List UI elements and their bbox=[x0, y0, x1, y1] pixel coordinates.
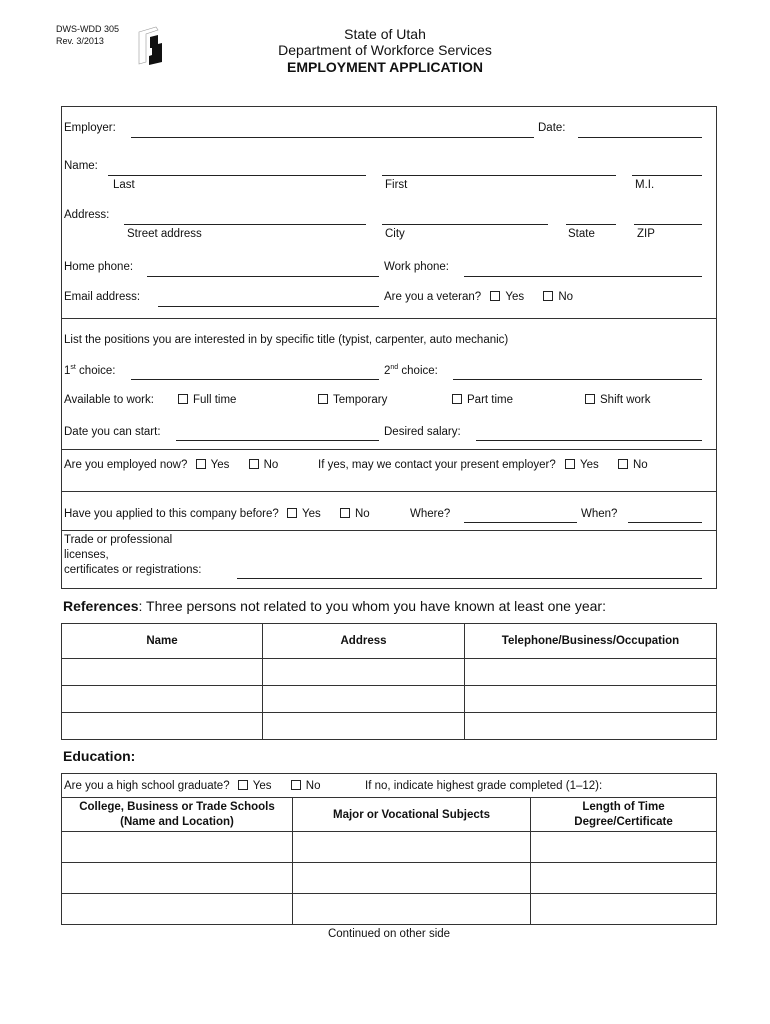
temporary-option bbox=[318, 394, 387, 406]
hs-yes-checkbox[interactable] bbox=[238, 780, 248, 790]
first-caption: First bbox=[385, 179, 408, 191]
salary-label: Desired salary: bbox=[384, 426, 461, 438]
start-date-field[interactable] bbox=[176, 440, 379, 441]
education-col-major: Major or Vocational Subjects bbox=[293, 798, 531, 832]
revision-date: Rev. 3/2013 bbox=[56, 36, 104, 46]
choice1-field[interactable] bbox=[131, 379, 379, 380]
email-field[interactable] bbox=[158, 306, 379, 307]
education-col-length bbox=[531, 798, 717, 832]
table-cell[interactable] bbox=[263, 686, 465, 713]
email-label: Email address: bbox=[64, 291, 141, 303]
education-col-school bbox=[62, 798, 293, 832]
employed-yes-label: Yes bbox=[210, 459, 230, 471]
choice2-sup: nd bbox=[390, 364, 399, 371]
veteran-question bbox=[384, 291, 573, 303]
shift-work-option bbox=[585, 394, 651, 406]
temporary-checkbox[interactable] bbox=[318, 394, 328, 404]
applied-before-row bbox=[64, 508, 370, 520]
header-department: Department of Workforce Services bbox=[278, 42, 492, 58]
full-time-label: Full time bbox=[193, 394, 237, 406]
zip-field[interactable] bbox=[634, 224, 702, 225]
employed-now-row bbox=[64, 459, 278, 471]
part-time-label: Part time bbox=[467, 394, 514, 406]
references-title: References bbox=[63, 598, 139, 614]
last-name-field[interactable] bbox=[108, 175, 366, 176]
table-cell[interactable] bbox=[465, 713, 717, 740]
table-row bbox=[62, 659, 717, 686]
table-cell[interactable] bbox=[293, 863, 531, 894]
employed-no-checkbox[interactable] bbox=[249, 459, 259, 469]
trade-label-3: certificates or registrations: bbox=[64, 564, 202, 576]
divider bbox=[61, 449, 717, 450]
choice1-label bbox=[64, 364, 116, 377]
table-row bbox=[62, 832, 717, 863]
references-col-telephone: Telephone/Business/Occupation bbox=[465, 624, 717, 659]
where-field[interactable] bbox=[464, 522, 577, 523]
employer-field[interactable] bbox=[131, 137, 534, 138]
when-label: When? bbox=[581, 508, 618, 520]
choice2-text: choice: bbox=[398, 364, 438, 377]
references-table bbox=[61, 623, 717, 740]
work-phone-label: Work phone: bbox=[384, 261, 449, 273]
applied-yes-checkbox[interactable] bbox=[287, 508, 297, 518]
start-date-label: Date you can start: bbox=[64, 426, 161, 438]
veteran-no-checkbox[interactable] bbox=[543, 291, 553, 301]
applied-yes-label: Yes bbox=[302, 508, 321, 520]
hs-yes-label: Yes bbox=[252, 780, 272, 792]
contact-yes-checkbox[interactable] bbox=[565, 459, 575, 469]
trade-label-1: Trade or professional bbox=[64, 534, 173, 546]
address-label: Address: bbox=[64, 209, 110, 221]
veteran-yes-checkbox[interactable] bbox=[490, 291, 500, 301]
date-field[interactable] bbox=[578, 137, 702, 138]
employed-yes-checkbox[interactable] bbox=[196, 459, 206, 469]
references-col-address: Address bbox=[263, 624, 465, 659]
city-field[interactable] bbox=[382, 224, 548, 225]
table-cell[interactable] bbox=[263, 713, 465, 740]
salary-field[interactable] bbox=[476, 440, 702, 441]
applied-before-label: Have you applied to this company before? bbox=[64, 508, 279, 520]
first-name-field[interactable] bbox=[382, 175, 616, 176]
trade-field[interactable] bbox=[237, 578, 702, 579]
name-label: Name: bbox=[64, 160, 98, 172]
choice2-num: 2 bbox=[384, 364, 391, 377]
hs-no-label: No bbox=[305, 780, 321, 792]
table-row bbox=[62, 713, 717, 740]
references-subtitle: : Three persons not related to you whom you have known at least one year: bbox=[138, 598, 606, 614]
contact-no-label: No bbox=[632, 459, 648, 471]
table-cell[interactable] bbox=[62, 686, 263, 713]
table-row bbox=[62, 686, 717, 713]
footer-note: Continued on other side bbox=[327, 928, 451, 940]
hs-graduate-label: Are you a high school graduate? bbox=[64, 780, 230, 792]
choice2-label bbox=[384, 364, 438, 377]
table-cell[interactable] bbox=[293, 894, 531, 925]
form-code: DWS-WDD 305 bbox=[56, 24, 120, 34]
employer-label: Employer: bbox=[64, 122, 116, 134]
middle-initial-field[interactable] bbox=[632, 175, 702, 176]
contact-no-checkbox[interactable] bbox=[618, 459, 628, 469]
part-time-option bbox=[452, 394, 513, 406]
home-phone-field[interactable] bbox=[147, 276, 379, 277]
education-col-school-line2: (Name and Location) bbox=[120, 815, 234, 828]
part-time-checkbox[interactable] bbox=[452, 394, 462, 404]
choice1-sup: st bbox=[70, 364, 76, 371]
education-col-school-line1: College, Business or Trade Schools bbox=[79, 800, 275, 813]
education-col-length-line1: Length of Time bbox=[582, 800, 665, 813]
city-caption: City bbox=[385, 228, 405, 240]
employed-now-label: Are you employed now? bbox=[64, 459, 188, 471]
table-cell[interactable] bbox=[263, 659, 465, 686]
table-cell[interactable] bbox=[293, 832, 531, 863]
state-caption: State bbox=[568, 228, 595, 240]
zip-caption: ZIP bbox=[637, 228, 655, 240]
table-row bbox=[62, 863, 717, 894]
street-caption: Street address bbox=[127, 228, 202, 240]
page-title: EMPLOYMENT APPLICATION bbox=[287, 59, 483, 75]
available-label: Available to work: bbox=[64, 394, 154, 406]
last-caption: Last bbox=[113, 179, 135, 191]
applied-no-checkbox[interactable] bbox=[340, 508, 350, 518]
contact-employer-label: If yes, may we contact your present employer? bbox=[318, 459, 556, 471]
choice1-num: 1 bbox=[64, 364, 71, 377]
employed-no-label: No bbox=[263, 459, 279, 471]
divider bbox=[61, 491, 717, 492]
state-field[interactable] bbox=[566, 224, 616, 225]
positions-intro: List the positions you are interested in by specific title (typist, carpenter, auto mechanic) bbox=[64, 334, 509, 346]
references-col-name: Name bbox=[62, 624, 263, 659]
street-field[interactable] bbox=[124, 224, 366, 225]
table-cell[interactable] bbox=[531, 863, 717, 894]
choice2-field[interactable] bbox=[453, 379, 702, 380]
education-heading: Education: bbox=[63, 748, 136, 764]
temporary-label: Temporary bbox=[333, 394, 388, 406]
contact-yes-label: Yes bbox=[579, 459, 599, 471]
table-cell[interactable] bbox=[62, 832, 293, 863]
shift-work-checkbox[interactable] bbox=[585, 394, 595, 404]
divider bbox=[61, 530, 717, 531]
table-cell[interactable] bbox=[62, 894, 293, 925]
table-cell[interactable] bbox=[531, 832, 717, 863]
table-cell[interactable] bbox=[62, 863, 293, 894]
shift-work-label: Shift work bbox=[600, 394, 651, 406]
full-time-checkbox[interactable] bbox=[178, 394, 188, 404]
references-heading bbox=[63, 598, 606, 614]
education-col-length-line2: Degree/Certificate bbox=[574, 815, 673, 828]
table-cell[interactable] bbox=[465, 659, 717, 686]
choice1-text: choice: bbox=[75, 364, 116, 377]
date-label: Date: bbox=[538, 122, 566, 134]
when-field[interactable] bbox=[628, 522, 702, 523]
home-phone-label: Home phone: bbox=[64, 261, 134, 273]
veteran-label: Are you a veteran? bbox=[384, 291, 482, 303]
divider bbox=[61, 318, 717, 319]
full-time-option bbox=[178, 394, 236, 406]
table-row bbox=[62, 894, 717, 925]
work-phone-field[interactable] bbox=[464, 276, 702, 277]
hs-graduate-question bbox=[64, 780, 320, 792]
where-label: Where? bbox=[410, 508, 451, 520]
education-table bbox=[61, 797, 717, 925]
table-cell[interactable] bbox=[531, 894, 717, 925]
table-cell[interactable] bbox=[62, 659, 263, 686]
highest-grade-label: If no, indicate highest grade completed (1–12): bbox=[365, 780, 603, 792]
table-cell[interactable] bbox=[465, 686, 717, 713]
header-state: State of Utah bbox=[344, 26, 426, 42]
mi-caption: M.I. bbox=[635, 179, 655, 191]
applied-no-label: No bbox=[354, 508, 370, 520]
hs-no-checkbox[interactable] bbox=[291, 780, 301, 790]
contact-employer-row bbox=[318, 459, 648, 471]
trade-label-2: licenses, bbox=[64, 549, 109, 561]
veteran-yes-label: Yes bbox=[505, 291, 525, 303]
veteran-no-label: No bbox=[558, 291, 574, 303]
table-cell[interactable] bbox=[62, 713, 263, 740]
